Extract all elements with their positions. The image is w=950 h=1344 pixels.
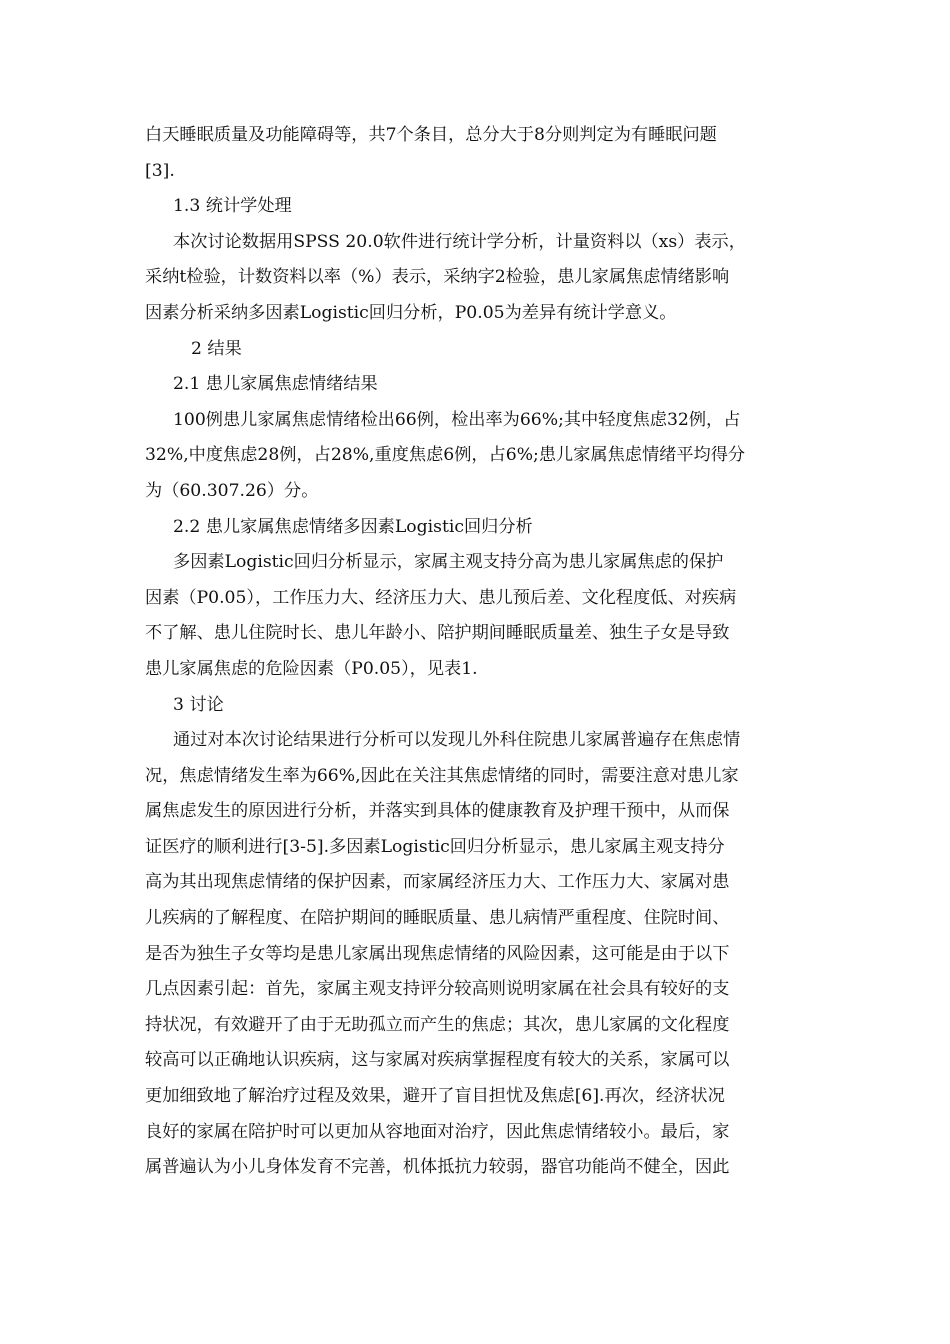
text-line: 儿疾病的了解程度、在陪护期间的睡眠质量、患儿病情严重程度、住院时间、 [145,908,730,929]
text-line: 较高可以正确地认识疾病，这与家属对疾病掌握程度有较大的关系，家属可以 [145,1050,730,1071]
text-line: 采纳t检验，计数资料以率（%）表示，采纳字2检验，患儿家属焦虑情绪影响 [145,267,730,288]
text-line: [3]. [145,160,175,181]
text-line: 因素（P0.05），工作压力大、经济压力大、患儿预后差、文化程度低、对疾病 [145,587,737,608]
text-line: 100例患儿家属焦虑情绪检出66例，检出率为66%;其中轻度焦虑32例，占 [173,409,741,430]
section-heading-2-1: 2.1 患儿家属焦虑情绪结果 [173,374,378,395]
section-heading-2: 2 结果 [191,338,242,359]
text-line: 通过对本次讨论结果进行分析可以发现儿外科住院患儿家属普遍存在焦虑情 [173,730,741,751]
text-line: 32%,中度焦虑28例，占28%,重度焦虑6例，占6%;患儿家属焦虑情绪平均得分 [145,445,746,466]
section-heading-3: 3 讨论 [173,694,224,715]
text-line: 是否为独生子女等均是患儿家属出现焦虑情绪的风险因素，这可能是由于以下 [145,943,730,964]
text-line: 白天睡眠质量及功能障碍等，共7个条目，总分大于8分则判定为有睡眠问题 [145,125,717,145]
text-line: 属普遍认为小儿身体发育不完善，机体抵抗力较弱，器官功能尚不健全，因此 [145,1157,730,1178]
text-line: 持状况，有效避开了由于无助孤立而产生的焦虑；其次，患儿家属的文化程度 [145,1014,730,1035]
text-line: 良好的家属在陪护时可以更加从容地面对治疗，因此焦虑情绪较小。最后，家 [145,1121,730,1142]
text-line: 多因素Logistic回归分析显示，家属主观支持分高为患儿家属焦虑的保护 [173,552,724,573]
text-line: 更加细致地了解治疗过程及效果，避开了盲目担忧及焦虑[6].再次，经济状况 [145,1086,725,1107]
text-line: 因素分析采纳多因素Logistic回归分析，P0.05为差异有统计学意义。 [145,302,677,323]
text-line: 本次讨论数据用SPSS 20.0软件进行统计学分析，计量资料以（xs）表示， [173,231,746,252]
text-line: 几点因素引起：首先，家属主观支持评分较高则说明家属在社会具有较好的支 [145,979,730,1000]
section-heading-1-3: 1.3 统计学处理 [173,196,292,217]
body-text [145,118,805,1186]
section-heading-2-2: 2.2 患儿家属焦虑情绪多因素Logistic回归分析 [173,516,533,537]
text-line: 属焦虑发生的原因进行分析，并落实到具体的健康教育及护理干预中，从而保 [145,801,730,822]
text-line: 患儿家属焦虑的危险因素（P0.05），见表1. [145,658,478,679]
text-line: 况，焦虑情绪发生率为66%,因此在关注其焦虑情绪的同时，需要注意对患儿家 [145,765,739,786]
text-line: 不了解、患儿住院时长、患儿年龄小、陪护期间睡眠质量差、独生子女是导致 [145,623,730,644]
text-line: 为（60.307.26）分。 [145,480,319,501]
text-line: 证医疗的顺利进行[3-5].多因素Logistic回归分析显示，患儿家属主观支持分 [145,836,725,857]
text-line: 高为其出现焦虑情绪的保护因素，而家属经济压力大、工作压力大、家属对患 [145,872,730,893]
